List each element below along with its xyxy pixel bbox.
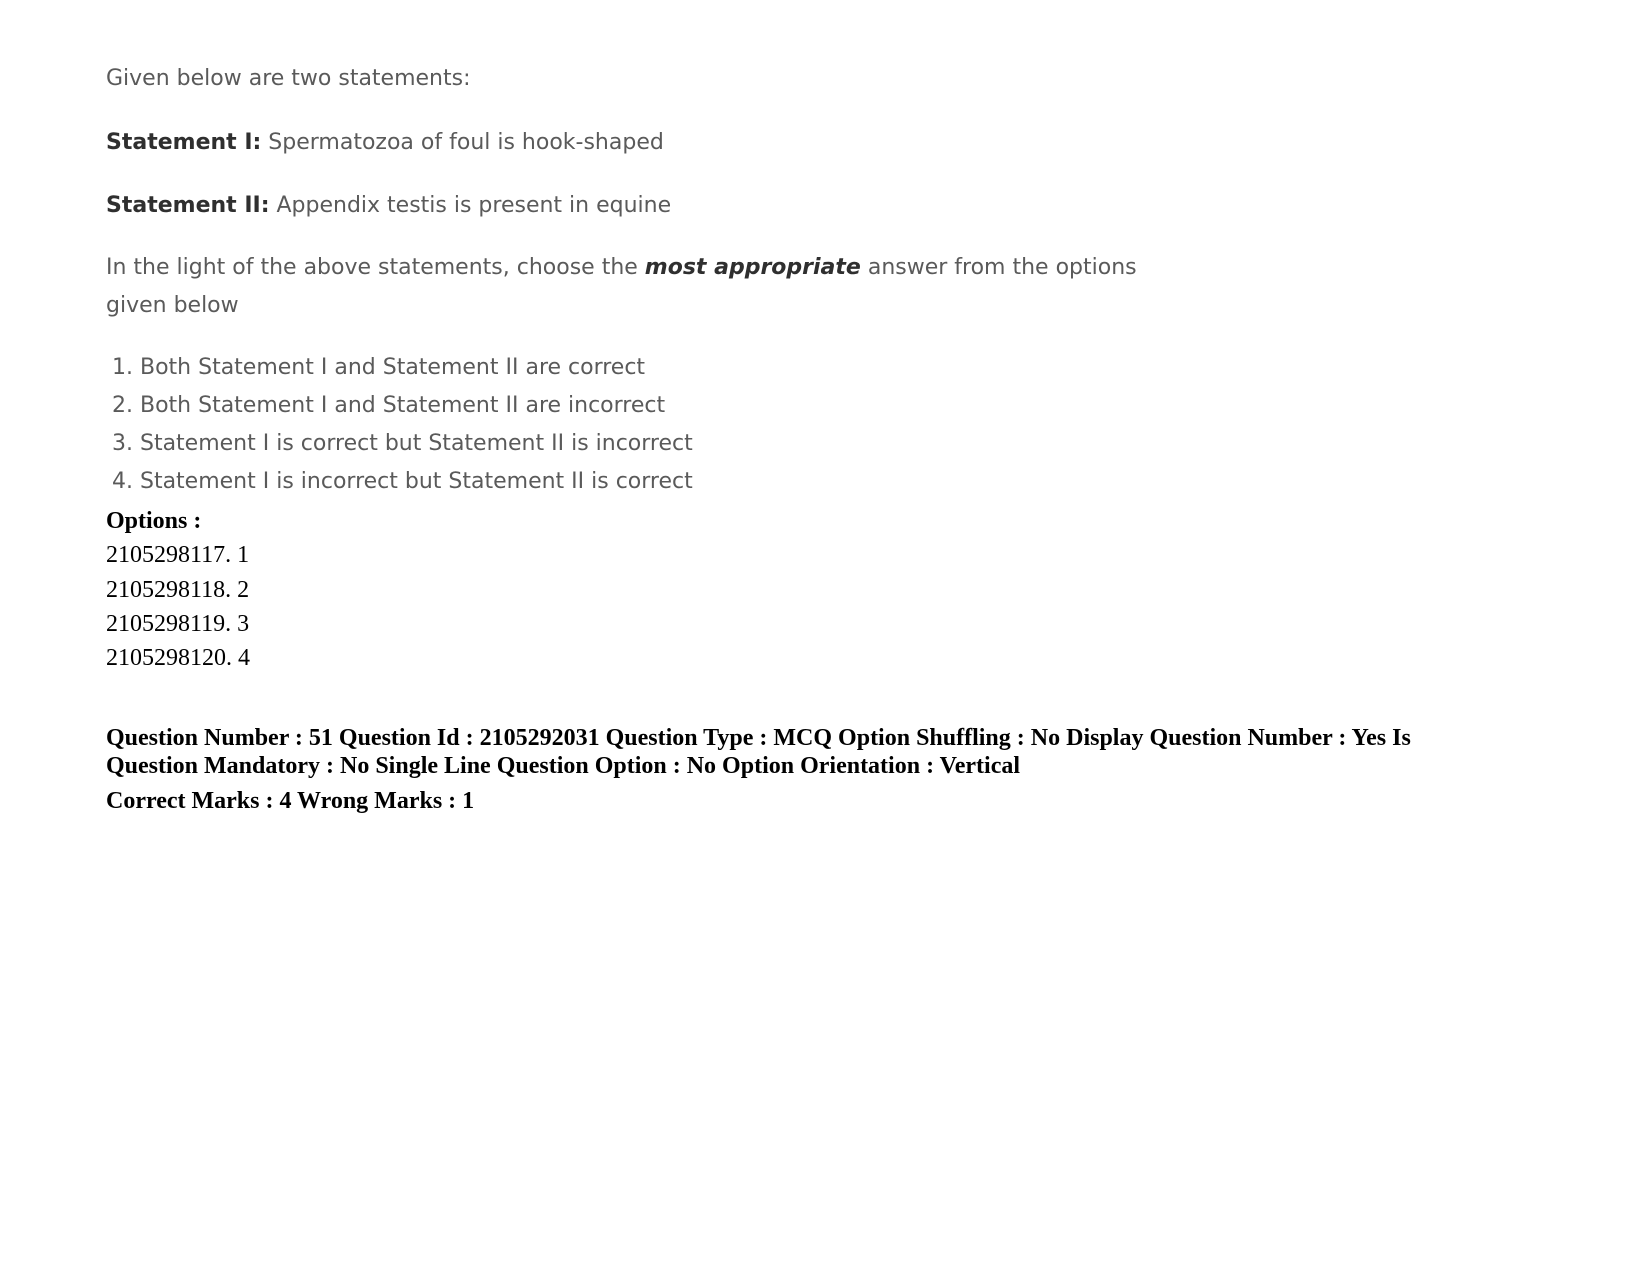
answer-choice-list	[112, 349, 693, 501]
question-marks: Correct Marks : 4 Wrong Marks : 1	[106, 788, 475, 814]
statement-1	[106, 124, 664, 162]
question-meta	[106, 724, 1546, 815]
question-intro-text: Given below are two statements:	[106, 66, 471, 91]
answer-choice: 3. Statement I is correct but Statement II is incorrect	[112, 431, 693, 456]
question-meta-line-1: Question Number : 51 Question Id : 2105292031 Question Type : MCQ Option Shuffling : No Display Question Number : Yes Is	[106, 725, 1411, 751]
instruction-line-2	[106, 287, 239, 325]
answer-choice: 1. Both Statement I and Statement II are correct	[112, 355, 646, 380]
option-item: 2105298120. 4	[106, 645, 250, 671]
statement-2-label: Statement II:	[106, 193, 270, 218]
statement-2-text: Appendix testis is present in equine	[269, 193, 672, 218]
statement-2	[106, 187, 671, 225]
options-heading: Options :	[106, 508, 202, 534]
statement-1-text: Spermatozoa of foul is hook-shaped	[261, 130, 664, 155]
answer-choice: 2. Both Statement I and Statement II are incorrect	[112, 393, 666, 418]
instruction-part-1: In the light of the above statements, choose the	[106, 255, 645, 280]
answer-choice: 4. Statement I is incorrect but Statement II is correct	[112, 469, 693, 494]
instruction-line-2-text: given below	[106, 293, 239, 318]
instruction-part-2: answer from the options	[860, 255, 1137, 280]
instruction-emphasis: most appropriate	[644, 255, 861, 280]
question-meta-line-2: Question Mandatory : No Single Line Question Option : No Option Orientation : Vertical	[106, 753, 1021, 779]
question-intro	[106, 60, 471, 98]
statement-1-label: Statement I:	[106, 130, 262, 155]
option-item: 2105298118. 2	[106, 577, 250, 603]
option-item: 2105298117. 1	[106, 542, 250, 568]
instruction-line-1	[106, 249, 1137, 287]
option-item: 2105298119. 3	[106, 611, 250, 637]
